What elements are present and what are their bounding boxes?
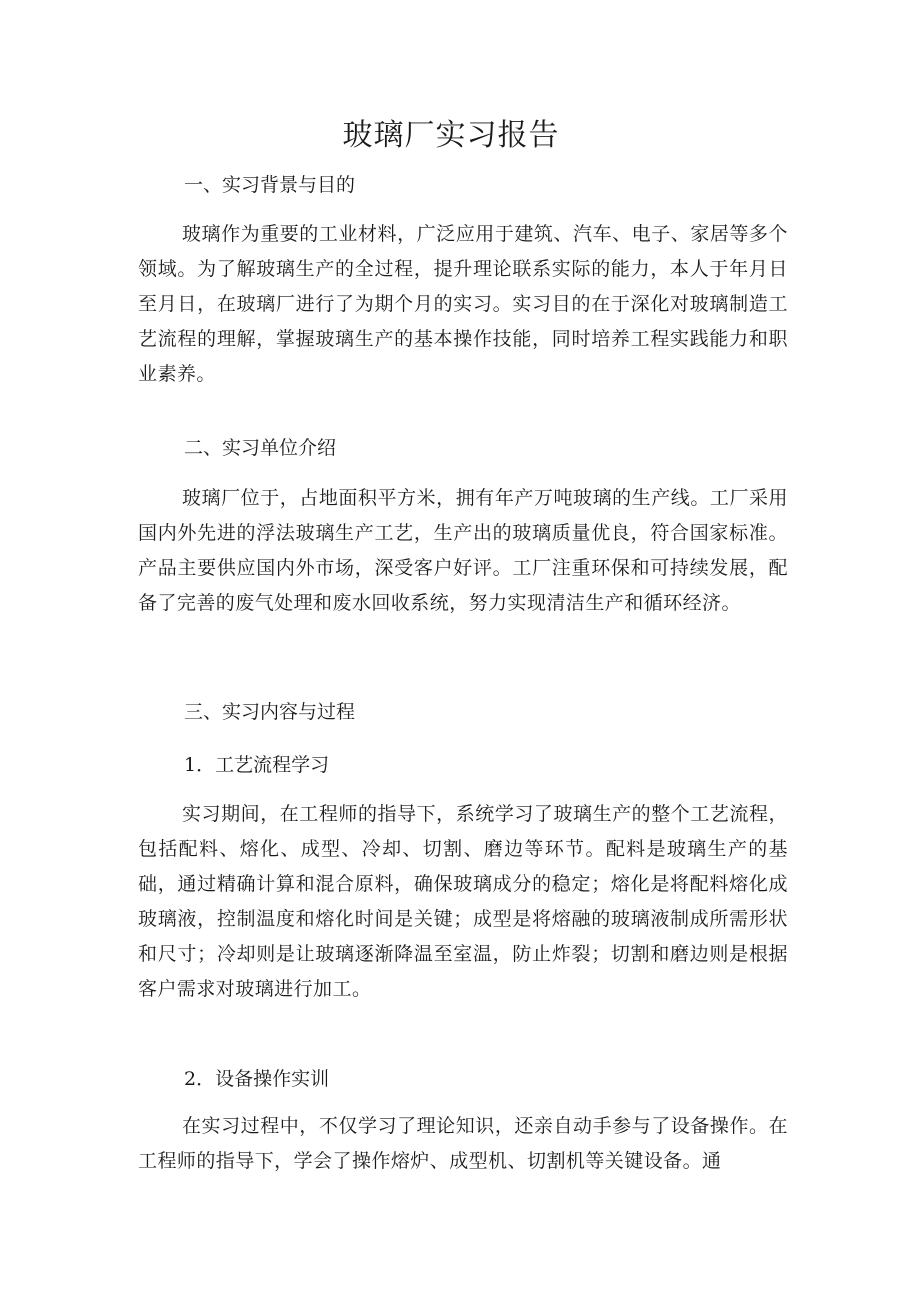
subsection-paragraph-equipment: 在实习过程中，不仅学习了理论知识，还亲自动手参与了设备操作。在工程师的指导下，学会了操作熔炉、成型机、切割机等关键设备。通 [138,1115,788,1172]
section-heading-content: 三、实习内容与过程 [184,701,356,723]
section-heading-company: 二、实习单位介绍 [184,437,337,459]
section-paragraph-company: 玻璃厂位于，占地面积平方米，拥有年产万吨玻璃的生产线。工厂采用国内外先进的浮法玻璃生产工艺，生产出的玻璃质量优良，符合国家标准。产品主要供应国内外市场，深受客户好评。工厂注重环保和可持续发展，配备了完善的废气处理和废水回收系统，努力实现清洁生产和循环经济。 [138,487,788,614]
document-title: 玻璃厂实习报告 [342,118,560,153]
section-paragraph-background: 玻璃作为重要的工业材料，广泛应用于建筑、汽车、电子、家居等多个领域。为了解玻璃生产的全过程，提升理论联系实际的能力，本人于年月日至月日，在玻璃厂进行了为期个月的实习。实习目的在于深化对玻璃制造工艺流程的理解，掌握玻璃生产的基本操作技能，同时培养工程实践能力和职业素养。 [138,223,788,385]
subsection-heading-equipment: 2．设备操作实训 [184,1068,330,1090]
subsection-heading-process: 1．工艺流程学习 [184,754,330,776]
section-heading-background: 一、实习背景与目的 [184,174,356,196]
subsection-paragraph-process: 实习期间，在工程师的指导下，系统学习了玻璃生产的整个工艺流程，包括配料、熔化、成型、冷却、切割、磨边等环节。配料是玻璃生产的基础，通过精确计算和混合原料，确保玻璃成分的稳定；熔化是将配料熔化成玻璃液，控制温度和熔化时间是关键；成型是将熔融的玻璃液制成所需形状和尺寸；冷却则是让玻璃逐渐降温至室温，防止炸裂；切割和磨边则是根据客户需求对玻璃进行加工。 [138,803,788,1000]
